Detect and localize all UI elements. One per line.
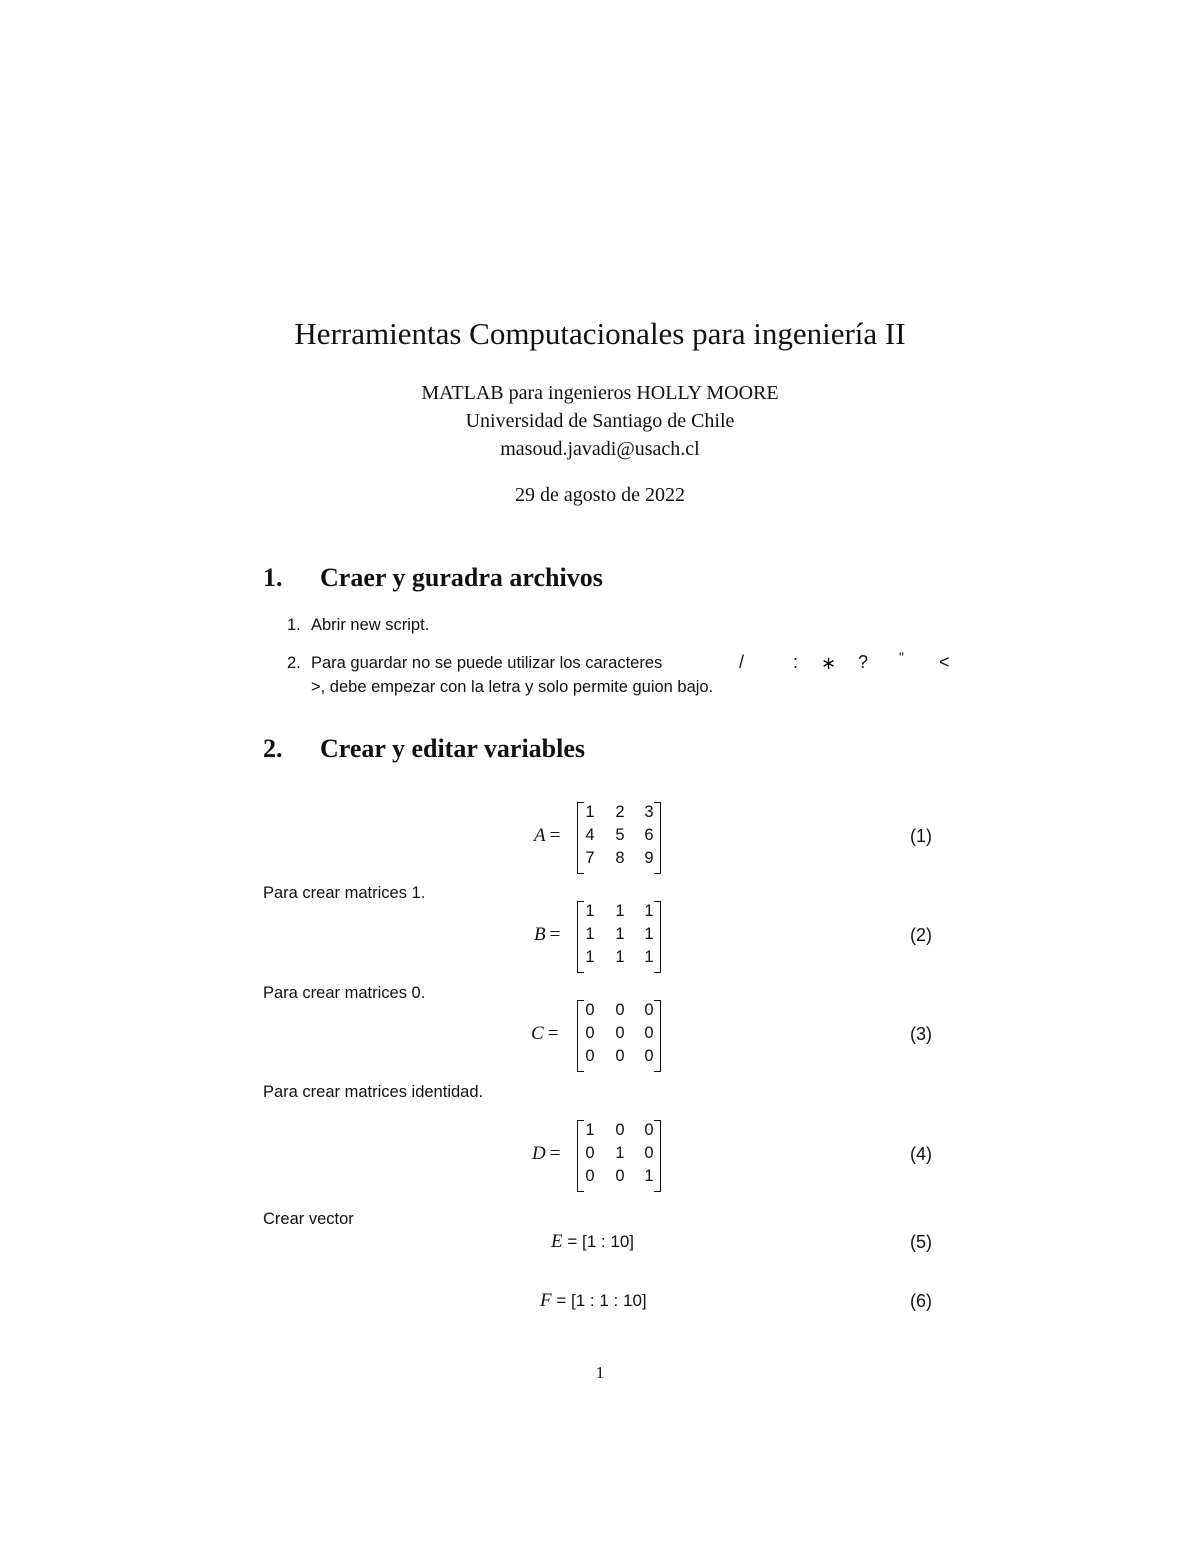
equation-label: Para crear matrices identidad.	[263, 1083, 484, 1101]
equation-label: Crear vector	[263, 1210, 354, 1228]
equation-lhs: E	[551, 1231, 563, 1252]
matrix-cell: 5	[615, 826, 625, 844]
matrix-cell: 6	[644, 826, 654, 844]
page-number: 1	[595, 1363, 605, 1382]
matrix-cell: 1	[644, 902, 654, 920]
matrix-cell: 1	[585, 948, 595, 966]
paper-title: Herramientas Computacionales para ingeniería II	[294, 316, 906, 351]
matrix-cell: 0	[644, 1121, 654, 1139]
equation-number: (3)	[910, 1024, 932, 1044]
matrix-cell: 8	[615, 849, 625, 867]
matrix-c	[577, 1000, 661, 1070]
matrix-cell: 0	[585, 1144, 595, 1162]
equation-label: Para crear matrices 1.	[263, 884, 426, 902]
forbidden-char: <	[939, 652, 950, 672]
matrix-cell: 0	[585, 1024, 595, 1042]
matrix-cell: 0	[615, 1047, 625, 1065]
matrix-b	[577, 901, 661, 971]
matrix-cell: 1	[585, 803, 595, 821]
section-title: Crear y editar variables	[320, 734, 586, 763]
matrix-a	[577, 802, 661, 872]
equation-lhs: C =	[531, 1023, 559, 1044]
matrix-cell: 0	[644, 1047, 654, 1065]
vector-f	[540, 1290, 647, 1312]
equals-sign: =	[567, 1232, 578, 1251]
matrix-cell: 0	[585, 1047, 595, 1065]
equation-number: (2)	[910, 925, 932, 945]
matrix-cell: 0	[585, 1167, 595, 1185]
matrix-cell: 1	[644, 1167, 654, 1185]
equation-number: (4)	[910, 1144, 932, 1164]
matrix-cell: 1	[615, 902, 625, 920]
matrix-cell: 0	[615, 1001, 625, 1019]
list-item-text: Para guardar no se puede utilizar los caracteres	[311, 654, 663, 672]
section-number: 1.	[263, 563, 283, 592]
date: 29 de agosto de 2022	[515, 484, 685, 506]
university: Universidad de Santiago de Chile	[465, 410, 735, 432]
matrix-cell: 1	[644, 925, 654, 943]
matrix-cell: 0	[615, 1167, 625, 1185]
forbidden-char: /	[739, 652, 745, 672]
matrix-cell: 1	[644, 948, 654, 966]
vector-expression: [1 : 10]	[582, 1232, 634, 1251]
forbidden-char: "	[899, 649, 904, 665]
equation-lhs: F	[540, 1290, 552, 1311]
list-item-text: Abrir new script.	[311, 616, 430, 634]
equation-lhs: D =	[532, 1143, 561, 1164]
matrix-cell: 1	[585, 902, 595, 920]
list-item	[287, 649, 967, 704]
author-line: MATLAB para ingenieros HOLLY MOORE	[421, 382, 779, 404]
matrix-d	[577, 1120, 661, 1190]
section-number: 2.	[263, 734, 283, 763]
matrix-cell: 1	[615, 1144, 625, 1162]
matrix-cell: 2	[615, 803, 625, 821]
matrix-cell: 1	[585, 925, 595, 943]
equation-lhs: A =	[534, 825, 561, 846]
list-item-number: 2.	[287, 654, 301, 672]
section-title: Craer y guradra archivos	[320, 563, 603, 592]
equation-number: (5)	[910, 1232, 932, 1252]
list-item-number: 1.	[287, 616, 301, 634]
matrix-cell: 0	[644, 1144, 654, 1162]
forbidden-char: ∗	[821, 653, 837, 673]
forbidden-char: :	[793, 652, 799, 672]
matrix-cell: 7	[585, 849, 595, 867]
matrix-cell: 0	[615, 1024, 625, 1042]
matrix-cell: 4	[585, 826, 595, 844]
matrix-cell: 1	[615, 948, 625, 966]
equation-label: Para crear matrices 0.	[263, 984, 426, 1002]
vector-e	[551, 1231, 634, 1253]
list-item-text-continued: >, debe empezar con la letra y solo permite guion bajo.	[311, 678, 714, 696]
matrix-cell: 0	[615, 1121, 625, 1139]
equals-sign: =	[556, 1291, 567, 1310]
equation-lhs: B =	[534, 924, 561, 945]
matrix-cell: 3	[644, 803, 654, 821]
matrix-cell: 9	[644, 849, 654, 867]
matrix-cell: 0	[644, 1024, 654, 1042]
matrix-cell: 1	[615, 925, 625, 943]
equation-number: (6)	[910, 1291, 932, 1311]
forbidden-char: ?	[858, 652, 869, 672]
matrix-cell: 1	[585, 1121, 595, 1139]
vector-expression: [1 : 1 : 10]	[571, 1291, 647, 1310]
matrix-cell: 0	[644, 1001, 654, 1019]
equation-number: (1)	[910, 826, 932, 846]
matrix-cell: 0	[585, 1001, 595, 1019]
email: masoud.javadi@usach.cl	[500, 438, 700, 460]
